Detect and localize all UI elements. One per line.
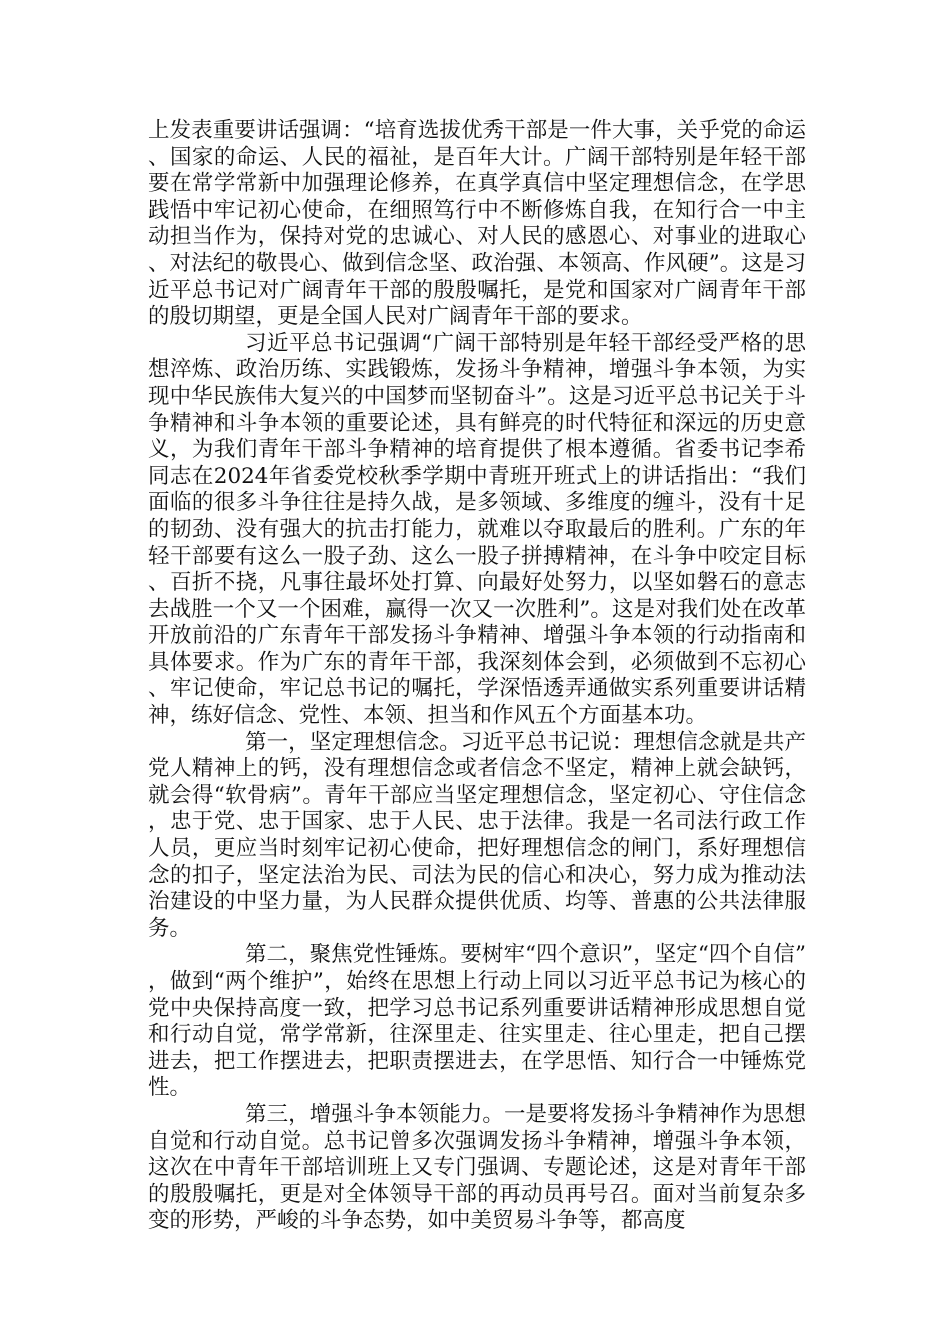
- paragraph-second-party-spirit: 第二，聚焦党性锤炼。要树牢“四个意识”，坚定“四个自信”，做到“两个维护”，始终在思想上行动上同以习近平总书记为核心的党中央保持高度一致，把学习总书记系列重要讲话精神形成思想自觉和行动自觉，常学常新，往深里走、往实里走、往心里走，把自己摆进去，把工作摆进去，把职责摆进去，在学思悟、知行合一中锤炼党性。: [148, 942, 806, 1101]
- paragraph-first-ideals: 第一，坚定理想信念。习近平总书记说：理想信念就是共产党人精神上的钙，没有理想信念或者信念不坚定，精神上就会缺钙，就会得“软骨病”。青年干部应当坚定理想信念，坚定初心、守住信念，忠于党、忠于国家、忠于人民、忠于法律。我是一名司法行政工作人员，更应当时刻牢记初心使命，把好理想信念的闸门，系好理想信念的扣子，坚定法治为民、司法为民的信心和决心，努力成为推动法治建设的中坚力量，为人民群众提供优质、均等、普惠的公共法律服务。: [148, 729, 806, 941]
- paragraph-continuation: 上发表重要讲话强调：“培育选拔优秀干部是一件大事，关乎党的命运、国家的命运、人民的福祉，是百年大计。广阔干部特别是年轻干部要在常学常新中加强理论修养，在真学真信中坚定理想信念，在学思践悟中牢记初心使命，在细照笃行中不断修炼自我，在知行合一中主动担当作为，保持对党的忠诚心、对人民的感恩心、对事业的进取心、对法纪的敬畏心、做到信念坚、政治强、本领高、作风硬”。这是习近平总书记对广阔青年干部的殷殷嘱托，是党和国家对广阔青年干部的殷切期望，更是全国人民对广阔青年干部的要求。: [148, 118, 806, 330]
- document-body: [148, 118, 806, 1235]
- paragraph-third-struggle-ability: 第三，增强斗争本领能力。一是要将发扬斗争精神作为思想自觉和行动自觉。总书记曾多次强调发扬斗争精神，增强斗争本领，这次在中青年干部培训班上又专门强调、专题论述，这是对青年干部的殷殷嘱托，更是对全体领导干部的再动员再号召。面对当前复杂多变的形势，严峻的斗争态势，如中美贸易斗争等，都高度: [148, 1101, 806, 1234]
- paragraph-struggle-spirit: 习近平总书记强调“广阔干部特别是年轻干部经受严格的思想淬炼、政治历练、实践锻炼，发扬斗争精神，增强斗争本领，为实现中华民族伟大复兴的中国梦而坚韧奋斗”。这是习近平总书记关于斗争精神和斗争本领的重要论述，具有鲜亮的时代特征和深远的历史意义，为我们青年干部斗争精神的培育提供了根本遵循。省委书记李希同志在2024年省委党校秋季学期中青班开班式上的讲话指出：“我们面临的很多斗争往往是持久战，是多领域、多维度的缠斗，没有十足的韧劲、没有强大的抗击打能力，就难以夺取最后的胜利。广东的年轻干部要有这么一股子劲、这么一股子拼搏精神，在斗争中咬定目标、百折不挠，凡事往最坏处打算、向最好处努力，以坚如磐石的意志去战胜一个又一个困难，赢得一次又一次胜利”。这是对我们处在改革开放前沿的广东青年干部发扬斗争精神、增强斗争本领的行动指南和具体要求。作为广东的青年干部，我深刻体会到，必须做到不忘初心、牢记使命，牢记总书记的嘱托，学深悟透弄通做实系列重要讲话精神，练好信念、党性、本领、担当和作风五个方面基本功。: [148, 330, 806, 729]
